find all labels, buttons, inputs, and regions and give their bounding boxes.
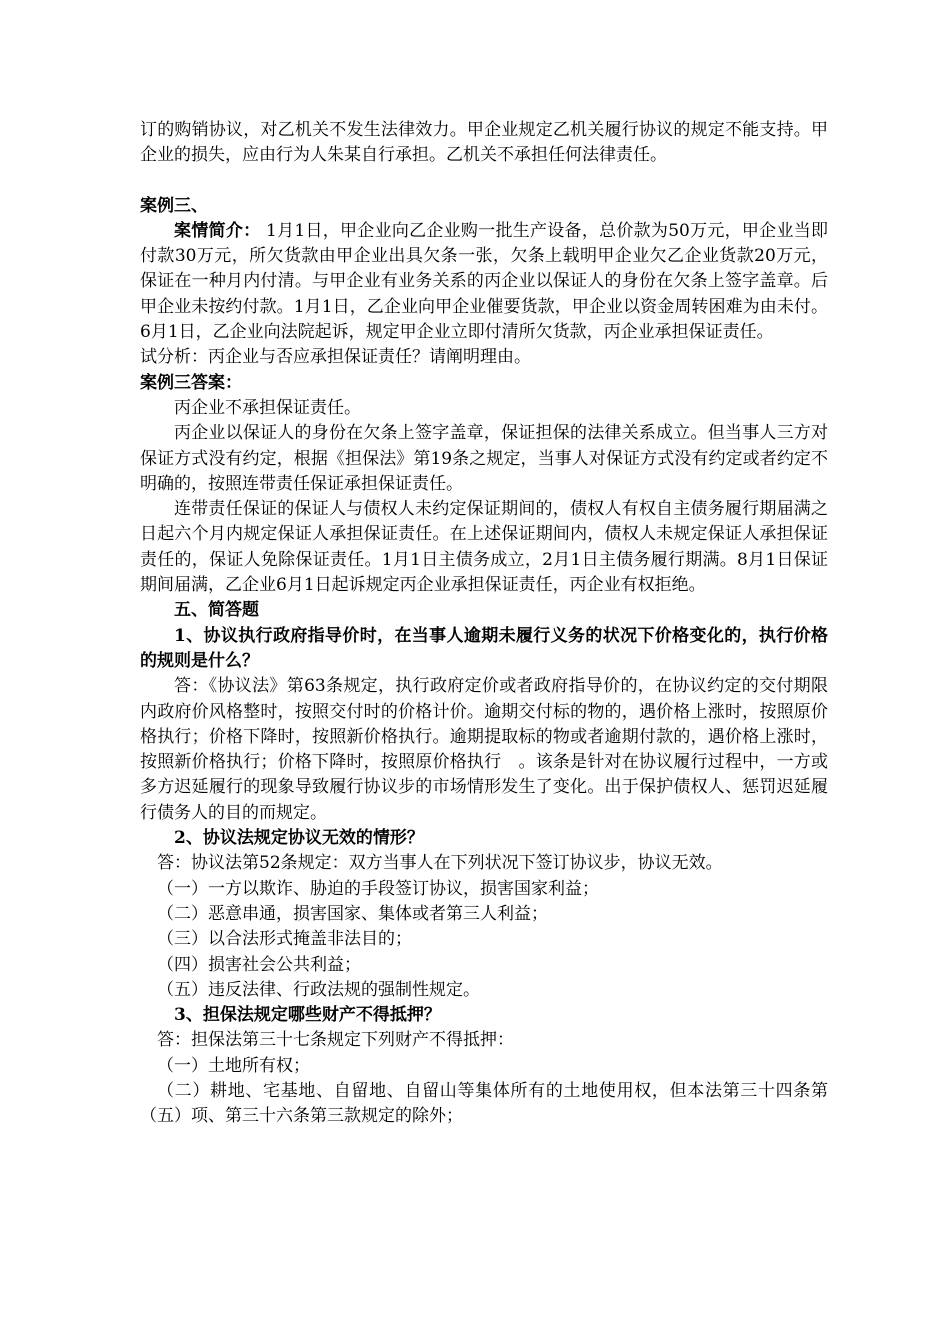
section5-answer-2: 答：协议法第52条规定：双方当事人在下列状况下签订协议步，协议无效。 <box>157 853 723 874</box>
case3-answer-p3: 连带责任保证的保证人与债权人未约定保证期间的，债权人有权自主债务履行期届满之日起六个月内规定保证人承担保证责任。在上述保证期间内，债权人未规定保证人承担保证责任的，保证人免除保证责任。1月1日主债务成立，2月1日主债务履行期满。8月1日保证期间届满，乙企业6月1日起诉规定丙企业承担保证责任，丙企业有权拒绝。 <box>140 499 828 596</box>
case3-summary-label: 案情简介： <box>174 220 261 241</box>
case3-summary-text: 1月1日，甲企业向乙企业购一批生产设备，总价款为50万元，甲企业当即付款30万元，所欠货款由甲企业出具欠条一张，欠条上载明甲企业欠乙企业货款20万元，保证在一种月内付清。与甲企业有业务关系的丙企业以保证人的身份在欠条上签字盖章。后甲企业未按约付款。1月1日，乙企业向甲企业催要货款，甲企业以资金周转困难为由未付。6月1日，乙企业向法院起诉，规定甲企业立即付清所欠货款，丙企业承担保证责任。 <box>140 220 828 343</box>
case3-answer-p1: 丙企业不承担保证责任。 <box>174 397 361 418</box>
section5-question-1: 1、协议执行政府指导价时，在当事人逾期未履行义务的状况下价格变化的，执行价格的规则是什么？ <box>140 625 828 671</box>
case3-question: 试分析：丙企业与否应承担保证责任？请阐明理由。 <box>140 347 531 368</box>
case3-summary <box>140 219 828 345</box>
section5-question-3: 3、担保法规定哪些财产不得抵押？ <box>174 1005 441 1026</box>
section5-answer-2-item: （三）以合法形式掩盖非法目的； <box>157 929 412 950</box>
section5-answer-3: 答：担保法第三十七条规定下列财产不得抵押： <box>157 1030 514 1051</box>
section5-answer-2-item: （二）恶意串通，损害国家、集体或者第三人利益； <box>157 903 548 924</box>
section5-answer-3-item: （二）耕地、宅基地、自留地、自留山等集体所有的土地使用权，但本法第三十四条第（五）项、第三十六条第三款规定的除外； <box>140 1080 828 1127</box>
section5-answer-1: 答：《协议法》第63条规定，执行政府定价或者政府指导价的，在协议约定的交付期限内政府价风格整时，按照交付时的价格计价。逾期交付标的物的，遇价格上涨时，按照原价格执行；价格下降时，按照新价格执行。逾期提取标的物或者逾期付款的，遇价格上涨时，按照新价格执行；价格下降时，按照原价格执行 。该条是针对在协议履行过程中，一方或多方迟延履行的现象导致履行协议步的市场情形发生了变化。出于保护债权人、惩罚迟延履行债务人的目的而规定。 <box>140 676 828 823</box>
section5-answer-2-item: （一）一方以欺诈、胁迫的手段签订协议，损害国家利益； <box>157 878 599 899</box>
section5-answer-3-item: （一）土地所有权； <box>157 1055 310 1076</box>
case3-answer-heading: 案例三答案： <box>140 372 242 393</box>
section5-heading: 五、简答题 <box>174 600 259 621</box>
section5-answer-2-item: （四）损害社会公共利益； <box>157 954 361 975</box>
spacer <box>140 169 828 194</box>
document-page <box>140 118 828 1130</box>
case3-answer-p2: 丙企业以保证人的身份在欠条上签字盖章，保证担保的法律关系成立。但当事人三方对保证方式没有约定，根据《担保法》第19条之规定，当事人对保证方式没有约定或者约定不明确的，按照连带责任保证承担保证责任。 <box>140 423 828 494</box>
section5-answer-2-item: （五）违反法律、行政法规的强制性规定。 <box>157 979 480 1000</box>
case3-heading: 案例三、 <box>140 195 208 216</box>
section5-question-2: 2、协议法规定协议无效的情形？ <box>174 828 424 849</box>
intro-paragraph: 订的购销协议，对乙机关不发生法律效力。甲企业规定乙机关履行协议的规定不能支持。甲企业的损失，应由行为人朱某自行承担。乙机关不承担任何法律责任。 <box>140 120 828 166</box>
